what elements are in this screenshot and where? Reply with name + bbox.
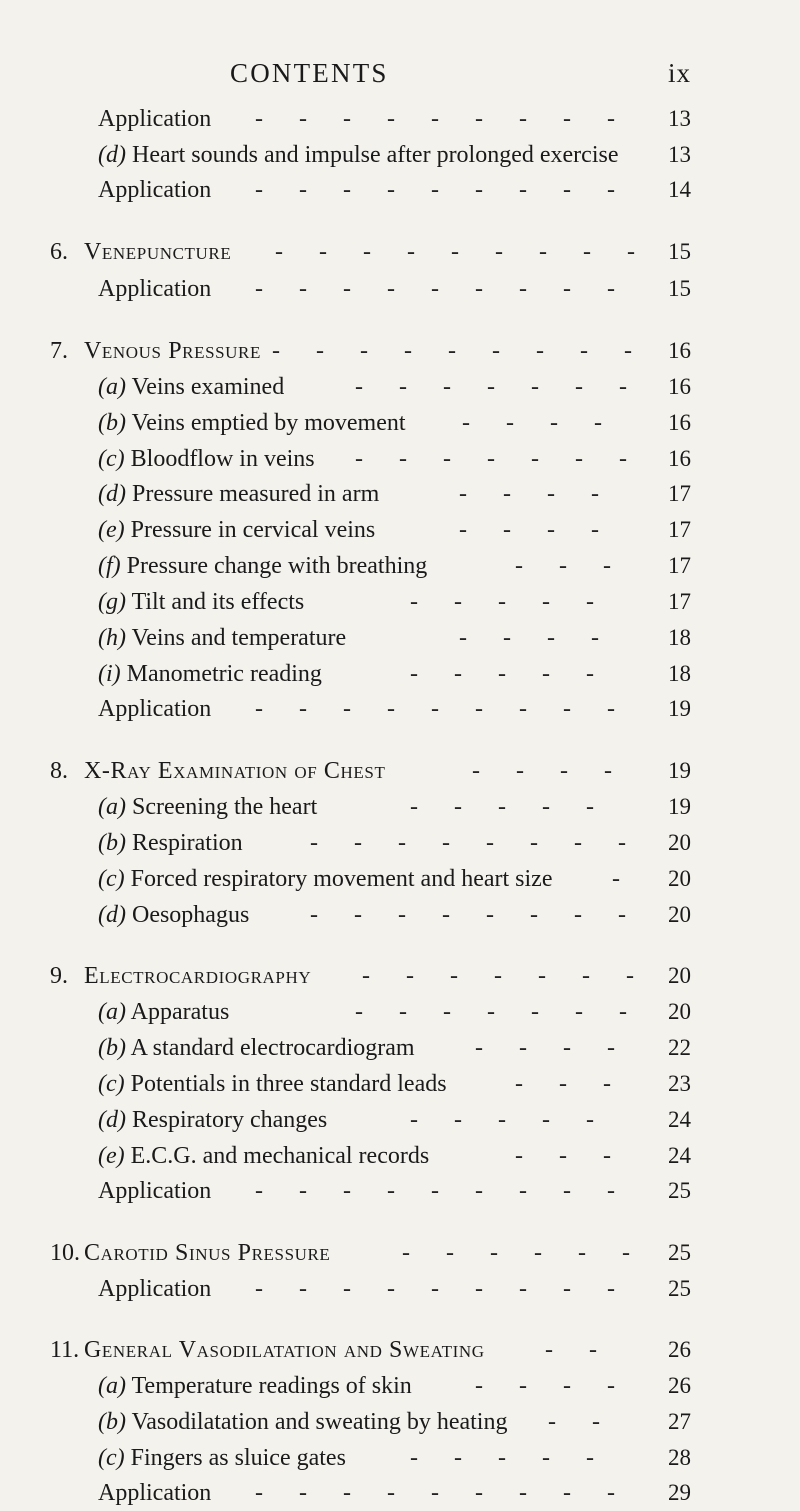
entry-page-number: 26 bbox=[668, 1337, 691, 1362]
leader-dashes: - - - - bbox=[459, 481, 614, 507]
toc-entry bbox=[0, 1173, 800, 1209]
leader-dashes: - - - bbox=[515, 553, 626, 579]
toc-entry bbox=[0, 271, 800, 307]
toc-entry bbox=[0, 137, 800, 173]
section-title bbox=[98, 1030, 415, 1066]
leader-dashes: - - - - - - - - - bbox=[255, 276, 630, 302]
section-title bbox=[98, 441, 315, 477]
leader-dashes: - - - - - - - bbox=[355, 446, 642, 472]
section-letter: (a) bbox=[98, 999, 126, 1025]
leader-dashes: - - - - - - bbox=[402, 1240, 645, 1266]
entry-label: Pressure change with breathing bbox=[126, 553, 428, 579]
entry-page-number: 18 bbox=[668, 661, 691, 686]
toc-entry bbox=[0, 1440, 800, 1476]
section-title bbox=[98, 369, 284, 405]
section-letter: (a) bbox=[98, 374, 126, 400]
entry-label: Venepuncture bbox=[84, 239, 232, 265]
toc-entry bbox=[0, 369, 800, 405]
entry-label: E.C.G. and mechanical records bbox=[130, 1143, 430, 1169]
section-letter: (d) bbox=[98, 902, 126, 928]
leader-dashes: - - - - - - - bbox=[355, 999, 642, 1025]
entry-label: Carotid Sinus Pressure bbox=[84, 1240, 331, 1266]
leader-dashes: - - bbox=[548, 1409, 615, 1435]
section-title bbox=[98, 405, 406, 441]
entry-page-number: 25 bbox=[668, 1276, 691, 1301]
entry-label: Application bbox=[98, 1480, 212, 1506]
section-title bbox=[98, 620, 346, 656]
chapter-number: 8. bbox=[50, 758, 68, 784]
section-title bbox=[98, 1404, 507, 1440]
entry-label: Venous Pressure bbox=[84, 338, 261, 364]
leader-dashes: - - - - bbox=[475, 1035, 630, 1061]
section-title bbox=[98, 1102, 327, 1138]
entry-label: X-Ray Examination of Chest bbox=[84, 758, 386, 784]
chapter-number: 6. bbox=[50, 239, 68, 265]
section-title bbox=[98, 1138, 429, 1174]
entry-page-number: 15 bbox=[668, 276, 691, 301]
section-title bbox=[98, 584, 304, 620]
chapter-number: 10. bbox=[50, 1240, 80, 1266]
entry-label: Manometric reading bbox=[126, 661, 322, 687]
entry-page-number: 23 bbox=[668, 1071, 691, 1096]
entry-page-number: 16 bbox=[668, 374, 691, 399]
leader-dashes: - - - bbox=[515, 1071, 626, 1097]
section-title bbox=[98, 1066, 447, 1102]
section-letter: (b) bbox=[98, 830, 126, 856]
leader-dashes: - - - - - bbox=[410, 1445, 609, 1471]
leader-dashes: - - - bbox=[515, 1143, 626, 1169]
section-title bbox=[98, 1173, 211, 1209]
entry-page-number: 17 bbox=[668, 589, 691, 614]
section-title bbox=[98, 1368, 412, 1404]
entry-page-number: 20 bbox=[668, 999, 691, 1024]
chapter-title bbox=[84, 234, 231, 270]
toc-entry bbox=[0, 234, 800, 270]
leader-dashes: - - - - - - - bbox=[362, 963, 649, 989]
entry-page-number: 19 bbox=[668, 696, 691, 721]
entry-label: Tilt and its effects bbox=[131, 589, 305, 615]
chapter-title bbox=[84, 1332, 485, 1368]
leader-dashes: - - - - - - - bbox=[355, 374, 642, 400]
entry-page-number: 15 bbox=[668, 239, 691, 264]
entry-label: Potentials in three standard leads bbox=[130, 1071, 447, 1097]
section-letter: (h) bbox=[98, 625, 126, 651]
section-letter: (d) bbox=[98, 1107, 126, 1133]
entry-page-number: 29 bbox=[668, 1480, 691, 1505]
entry-page-number: 16 bbox=[668, 338, 691, 363]
leader-dashes: - - - - - bbox=[410, 1107, 609, 1133]
leader-dashes: - - - - - - - - bbox=[310, 902, 641, 928]
entry-page-number: 25 bbox=[668, 1240, 691, 1265]
toc-entry bbox=[0, 656, 800, 692]
section-letter: (a) bbox=[98, 794, 126, 820]
chapter-number: 7. bbox=[50, 338, 68, 364]
entry-page-number: 16 bbox=[668, 446, 691, 471]
toc-entry bbox=[0, 584, 800, 620]
entry-page-number: 17 bbox=[668, 517, 691, 542]
chapter-title bbox=[84, 1235, 330, 1271]
entry-label: Veins emptied by movement bbox=[131, 410, 406, 436]
section-letter: (c) bbox=[98, 1445, 125, 1471]
entry-label: Respiratory changes bbox=[131, 1107, 328, 1133]
leader-dashes: - - - - - bbox=[410, 661, 609, 687]
section-letter: (i) bbox=[98, 661, 121, 687]
entry-page-number: 13 bbox=[668, 106, 691, 131]
toc-entry bbox=[0, 691, 800, 727]
section-letter: (e) bbox=[98, 1143, 125, 1169]
entry-label: Application bbox=[98, 106, 212, 132]
entry-label: Bloodflow in veins bbox=[130, 446, 315, 472]
section-letter: (a) bbox=[98, 1373, 126, 1399]
entry-label: Application bbox=[98, 696, 212, 722]
toc-entry bbox=[0, 333, 800, 369]
section-letter: (d) bbox=[98, 481, 126, 507]
entry-page-number: 13 bbox=[668, 142, 691, 167]
section-title bbox=[98, 476, 379, 512]
leader-dashes: - - - - bbox=[459, 517, 614, 543]
section-title bbox=[98, 691, 211, 727]
toc-entry bbox=[0, 1271, 800, 1307]
leader-dashes: - - - - - - - - - bbox=[272, 338, 647, 364]
section-title bbox=[98, 656, 322, 692]
chapter-number: 9. bbox=[50, 963, 68, 989]
toc-entry bbox=[0, 825, 800, 861]
entry-page-number: 22 bbox=[668, 1035, 691, 1060]
toc-entry bbox=[0, 1066, 800, 1102]
section-title bbox=[98, 137, 619, 173]
entry-label: Temperature readings of skin bbox=[131, 1373, 412, 1399]
entry-page-number: 24 bbox=[668, 1143, 691, 1168]
toc-entry bbox=[0, 861, 800, 897]
page-title: CONTENTS bbox=[230, 58, 389, 88]
leader-dashes: - - - - - - - - - bbox=[255, 1480, 630, 1506]
entry-page-number: 17 bbox=[668, 481, 691, 506]
entry-label: Pressure measured in arm bbox=[131, 481, 380, 507]
leader-dashes: - - - - bbox=[462, 410, 617, 436]
section-title bbox=[98, 825, 243, 861]
entry-page-number: 28 bbox=[668, 1445, 691, 1470]
section-title bbox=[98, 1475, 211, 1511]
leader-dashes: - - - - - - - - - bbox=[275, 239, 650, 265]
toc-entry bbox=[0, 548, 800, 584]
section-letter: (c) bbox=[98, 1071, 125, 1097]
chapter-title bbox=[84, 753, 385, 789]
entry-label: Forced respiratory movement and heart size bbox=[130, 866, 553, 892]
entry-page-number: 20 bbox=[668, 830, 691, 855]
section-letter: (c) bbox=[98, 866, 125, 892]
entry-page-number: 27 bbox=[668, 1409, 691, 1434]
section-letter: (f) bbox=[98, 553, 121, 579]
entry-page-number: 14 bbox=[668, 177, 691, 202]
leader-dashes: - - - - - - - - - bbox=[255, 1178, 630, 1204]
leader-dashes: - - - - bbox=[472, 758, 627, 784]
entry-page-number: 17 bbox=[668, 553, 691, 578]
toc-entry bbox=[0, 620, 800, 656]
leader-dashes: - - - - - - - - - bbox=[255, 696, 630, 722]
section-title bbox=[98, 1271, 211, 1307]
entry-page-number: 19 bbox=[668, 794, 691, 819]
leader-dashes: - - - - bbox=[475, 1373, 630, 1399]
leader-dashes: - - - - bbox=[459, 625, 614, 651]
toc-entry bbox=[0, 789, 800, 825]
toc-entry bbox=[0, 1030, 800, 1066]
toc-entry bbox=[0, 1235, 800, 1271]
toc-entry bbox=[0, 476, 800, 512]
section-title bbox=[98, 512, 375, 548]
section-title bbox=[98, 172, 211, 208]
entry-label: Application bbox=[98, 1276, 212, 1302]
running-head bbox=[0, 58, 800, 98]
toc-entry bbox=[0, 897, 800, 933]
section-title bbox=[98, 994, 229, 1030]
chapter-title bbox=[84, 958, 311, 994]
section-title bbox=[98, 789, 317, 825]
entry-label: Electrocardiography bbox=[84, 963, 312, 989]
page-number: ix bbox=[668, 58, 692, 88]
entry-label: Application bbox=[98, 1178, 212, 1204]
entry-page-number: 18 bbox=[668, 625, 691, 650]
toc-entry bbox=[0, 1404, 800, 1440]
toc-entry bbox=[0, 512, 800, 548]
section-letter: (b) bbox=[98, 1409, 126, 1435]
section-title bbox=[98, 897, 249, 933]
toc-entry bbox=[0, 172, 800, 208]
section-letter: (e) bbox=[98, 517, 125, 543]
entry-label: General Vasodilatation and Sweating bbox=[84, 1337, 485, 1363]
entry-page-number: 16 bbox=[668, 410, 691, 435]
entry-page-number: 20 bbox=[668, 866, 691, 891]
entry-label: Fingers as sluice gates bbox=[130, 1445, 346, 1471]
entry-label: Screening the heart bbox=[131, 794, 318, 820]
leader-dashes: - - - - - - - - - bbox=[255, 177, 630, 203]
entry-label: Heart sounds and impulse after prolonged exercise bbox=[131, 142, 619, 168]
toc-entry bbox=[0, 1332, 800, 1368]
leader-dashes: - - - - - bbox=[410, 794, 609, 820]
toc-entry bbox=[0, 1368, 800, 1404]
section-title bbox=[98, 271, 211, 307]
entry-label: Veins and temperature bbox=[131, 625, 347, 651]
entry-page-number: 20 bbox=[668, 902, 691, 927]
section-letter: (g) bbox=[98, 589, 126, 615]
toc-entry bbox=[0, 1102, 800, 1138]
entry-label: Oesophagus bbox=[131, 902, 250, 928]
toc-entry bbox=[0, 1475, 800, 1511]
section-title bbox=[98, 861, 552, 897]
toc-entry bbox=[0, 441, 800, 477]
leader-dashes: - - bbox=[545, 1337, 612, 1363]
entry-label: Respiration bbox=[131, 830, 243, 856]
toc-entry bbox=[0, 994, 800, 1030]
section-title bbox=[98, 548, 427, 584]
section-letter: (c) bbox=[98, 446, 125, 472]
entry-label: Pressure in cervical veins bbox=[130, 517, 376, 543]
section-title bbox=[98, 1440, 346, 1476]
section-letter: (b) bbox=[98, 410, 126, 436]
chapter-title bbox=[84, 333, 261, 369]
entry-page-number: 26 bbox=[668, 1373, 691, 1398]
entry-page-number: 24 bbox=[668, 1107, 691, 1132]
chapter-number: 11. bbox=[50, 1337, 80, 1363]
toc-entry bbox=[0, 405, 800, 441]
entry-page-number: 25 bbox=[668, 1178, 691, 1203]
entry-page-number: 19 bbox=[668, 758, 691, 783]
leader-dashes: - bbox=[612, 866, 635, 892]
leader-dashes: - - - - - bbox=[410, 589, 609, 615]
entry-page-number: 20 bbox=[668, 963, 691, 988]
toc-entry bbox=[0, 1138, 800, 1174]
section-letter: (b) bbox=[98, 1035, 126, 1061]
entry-label: Application bbox=[98, 177, 212, 203]
toc-entry bbox=[0, 958, 800, 994]
toc-entry bbox=[0, 101, 800, 137]
entry-label: Apparatus bbox=[130, 999, 230, 1025]
leader-dashes: - - - - - - - - bbox=[310, 830, 641, 856]
entry-label: Veins examined bbox=[131, 374, 285, 400]
toc-entry bbox=[0, 753, 800, 789]
leader-dashes: - - - - - - - - - bbox=[255, 1276, 630, 1302]
section-letter: (d) bbox=[98, 142, 126, 168]
entry-label: Vasodilatation and sweating by heating bbox=[131, 1409, 508, 1435]
leader-dashes: - - - - - - - - - bbox=[255, 106, 630, 132]
entry-label: Application bbox=[98, 276, 212, 302]
section-title bbox=[98, 101, 211, 137]
entry-label: A standard electrocardiogram bbox=[130, 1035, 415, 1061]
